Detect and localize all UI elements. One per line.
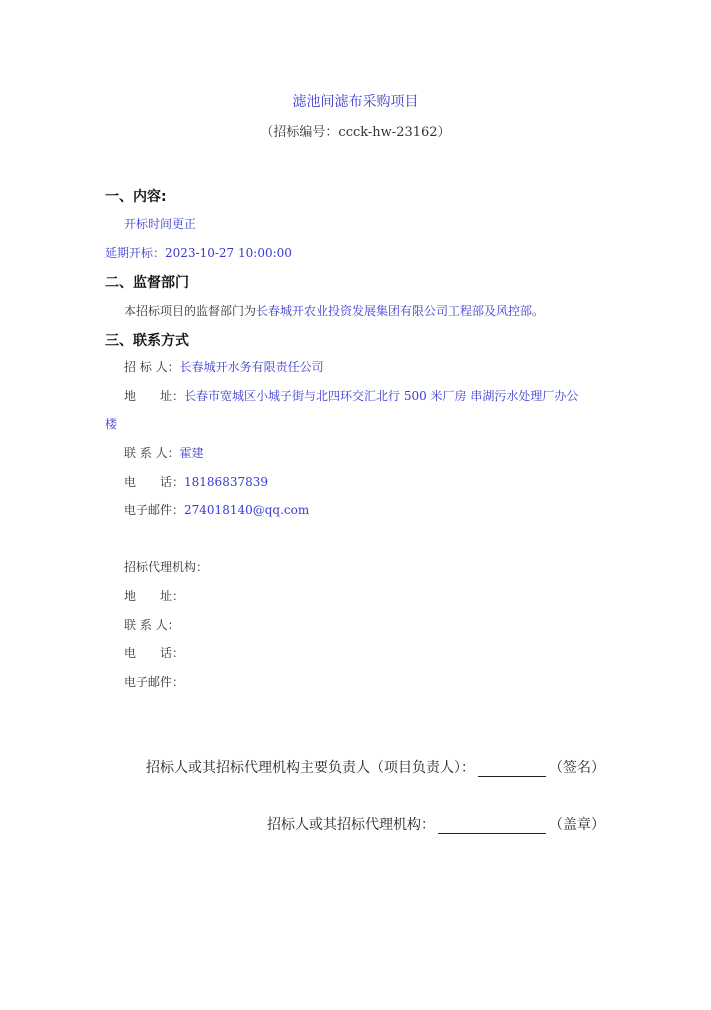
signature-principal-label: 招标人或其招标代理机构主要负责人（项目负责人）： [146, 760, 475, 776]
supervision-text-prefix: 本招标项目的监督部门为 [124, 304, 257, 318]
document-title: 滤池间滤布采购项目 [292, 94, 419, 110]
supervision-text-suffix: 。 [532, 304, 545, 318]
agency-email-label: 电子邮件： [124, 675, 185, 689]
supervision-department: 长春城开农业投资发展集团有限公司工程部及风控部 [256, 304, 533, 318]
agency-address-label: 地 址： [124, 589, 185, 603]
address-label: 地 址： [124, 389, 185, 403]
signature-seal-label: 招标人或其招标代理机构： [267, 817, 435, 833]
content-line-delay: 延期开标：2023-10-27 10:00:00 [105, 246, 292, 260]
tenderer-label: 招 标 人： [124, 360, 180, 374]
address-value: 长春市宽城区小城子街与北四环交汇北行 500 米厂房 串湖污水处理厂办公 [184, 389, 579, 403]
section-contact-heading: 三、联系方式 [105, 333, 189, 349]
signature-principal-blank[interactable] [478, 760, 546, 777]
agency-heading: 招标代理机构： [124, 560, 209, 574]
email-row [124, 501, 309, 518]
tender-number: （招标编号：ccck-hw-23162） [260, 125, 451, 140]
contact-row [124, 444, 204, 461]
tenderer-value: 长春城开水务有限责任公司 [179, 360, 324, 374]
email-label: 电子邮件： [124, 503, 185, 517]
section-content-heading: 一、内容: [105, 189, 167, 205]
signature-seal-suffix: （盖章） [549, 817, 605, 833]
contact-label: 联 系 人： [124, 446, 180, 460]
signature-principal-suffix: （签名） [549, 760, 605, 776]
content-line-correction: 开标时间更正 [124, 217, 197, 231]
address-row [124, 387, 578, 404]
tenderer-row [124, 358, 324, 375]
contact-value: 霍建 [179, 446, 204, 460]
agency-phone-label: 电 话： [124, 646, 185, 660]
email-value: 274018140@qq.com [184, 503, 310, 517]
phone-value: 18186837839 [184, 475, 268, 489]
phone-label: 电 话： [124, 475, 185, 489]
signature-line-principal [146, 757, 605, 777]
section-supervision-heading: 二、监督部门 [105, 275, 189, 291]
phone-row [124, 473, 268, 490]
agency-contact-label: 联 系 人： [124, 618, 180, 632]
signature-line-seal [267, 814, 605, 834]
supervision-text [124, 302, 544, 319]
signature-seal-blank[interactable] [438, 817, 546, 834]
address-value-continued: 楼 [105, 417, 118, 431]
